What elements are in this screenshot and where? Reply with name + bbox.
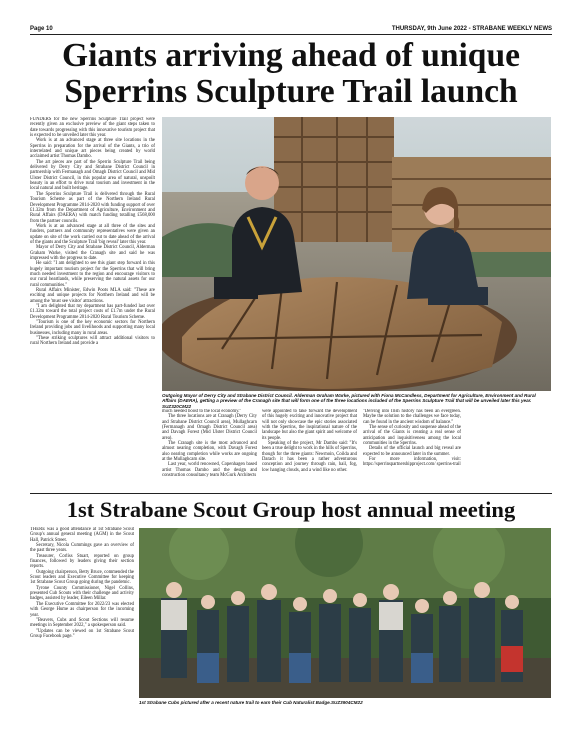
paragraph: Work is at an advanced stage at all three of the sites and funders, partners and community representatives were given an update on site of the work carried out to date ahead of the arrival of the giants and the Sculpture Trail 'big reveal' later this year.	[30, 223, 155, 245]
paragraph: "Tourism is one of the key economic sectors for Northern Ireland providing jobs and livelihoods and supporting many local businesses, including many in rural areas.	[30, 320, 155, 336]
paragraph: "These striking sculptures will attract additional visitors to rural Northern Ireland and provide a	[30, 336, 155, 347]
paragraph: THERE was a good attendance at 1st Strabane Scout Group's annual general meeting (AGM) in the Scout Hall, Patrick Street.	[30, 527, 134, 543]
paragraph: Tyrone County Commissioner, Nigel Collins, presented Cub Scouts with their challenge and activity badges, assisted by leader, Eileen Millar.	[30, 585, 134, 602]
article2-headline: 1st Strabane Scout Group host annual meeting	[66, 497, 516, 522]
article1-headline-line1: Giants arriving ahead of unique	[62, 37, 520, 74]
paragraph: Treasurer, Corliss Stuart, reported on group finances, followed by leaders giving their section reports.	[30, 553, 134, 570]
scouts-group-photo-image	[139, 528, 551, 698]
paragraph: Outgoing chairperson, Betty Bruce, commended the Scout leaders and Executive Committee for keeping 1st Strabane Scout Group going during the pandemic.	[30, 569, 134, 586]
article1-column-2	[162, 409, 257, 491]
paragraph: Speaking of the project, Mr Dambo said: "It's been a true delight to work in the hills of Sperrins, though for the three giants: Newmoin, Coilda and Darach it has been a rather adventurous conception and journey through rain, hail, fog, low hanging clouds, and a wind like no other.	[262, 441, 357, 473]
page-dateline: THURSDAY, 9th June 2022 - STRABANE WEEKLY NEWS	[391, 26, 552, 32]
paragraph: The three locations are at Cranagh (Derry City and Strabane District Council area), Mullaghcarn (Fermanagh and Omagh District Council area) and Davagh Forest (Mid Ulster District Council area).	[162, 414, 257, 441]
paragraph: Rural Affairs Minister, Edwin Poots MLA said: "These are exciting and unique projects for Northern Ireland and will be among the 'must see visitor' attractions.	[30, 288, 155, 304]
scouts-group-photo	[139, 528, 551, 698]
paragraph: FUNDERS for the new Sperrins Sculpture Trail project were recently given an exclusive preview of the giant steps taken to date towards progressing with this innovative tourism project that is expected to be unveiled later this year.	[30, 117, 155, 139]
paragraph: Secretary, Nicola Cummings gave an overview of the past three years.	[30, 543, 134, 554]
paragraph: The Cranagh site is the most advanced and almost nearing completion, with Davagh Forest also nearing completion while works are ongoing at the Mullaghcarn site.	[162, 441, 257, 463]
paragraph: The Executive Committee for 2022/23 was elected with George Hume as chairperson for the incoming year.	[30, 601, 134, 618]
article1-headline-line2: Sperrins Sculpture Trail launch	[64, 73, 518, 110]
paragraph: For more information, visit: https://sperrinspartnershipproject.com/ sperrins-trail	[363, 457, 461, 468]
article1-headline	[30, 38, 552, 110]
paragraph: Last year, world renowned, Copenhagen based artist Thomas Dambo and the design and construction consultancy team McGurk Architects	[162, 462, 257, 479]
paragraph: He said: "I am delighted to see this giant step forward in this hugely important tourism project for the Sperrins that will bring much needed investment to the region and encourage visitors to our rural heartlands, while preserving the natural assets for our rural communities."	[30, 261, 155, 288]
paragraph: much needed boost to the local economy."	[162, 409, 242, 414]
paragraph: Work is at an advanced stage at three site locations in the Sperrins in preparation for the arrival of the Giants, a trio of interrelated and unique art pieces being created by world acclaimed artist Thomas Dambo.	[30, 138, 155, 160]
article2-column	[30, 527, 134, 722]
paragraph: Mayor of Derry City and Strabane District Council, Alderman Graham Warke, visited the Cranagh site and said he was impressed with the progress to date.	[30, 245, 155, 261]
paragraph: were appointed to take forward the development of this hugely exciting and innovative project that will not only showcase the epic stories associated with the Sperrins, the inspirational nature of the landscape but also the giant spirit and welcome of its people.	[262, 409, 357, 441]
sculpture-photo-caption: Outgoing Mayor of Derry City and Strabane District Council. Alderman Graham Warke, pictured with Fiona McCandless, Department for Agriculture, Environment and Rural Affairs (DAERA), getting a preview of the Cranagh site that will form one of the three locations included of the Sperrins Sculpture Trail that will be unveiled later this year. SUZ320CM22	[162, 393, 536, 409]
paragraph: The art pieces are part of the Sperrin Sculpture Trail being delivered by Derry City and Strabane District Council in partnership with Fermanagh and Omagh District Council and Mid Ulster District Council, in this popular area of natural, unspoilt beauty in an effort to drive rural tourism and investment in the local natural and built heritage.	[30, 159, 155, 192]
section-divider	[30, 493, 552, 494]
header-rule	[30, 34, 552, 35]
scouts-photo-caption: 1st Strabane Cubs pictured after a recent nature trail to earn their Cub Naturalist Badge.SUZ3904CM22	[139, 700, 363, 705]
paragraph: "Delving into Irish history has been an evergreen. Maybe the solution to the challenges we face today, can be found in the ancient wisdom of balance."	[363, 409, 461, 425]
paragraph: "I am delighted that my department has part-funded last over £1.32m toward the total project costs of £1.7m under the Rural Development Programme 2014-2020 Rural Tourism Scheme.	[30, 304, 155, 320]
paragraph: "Updates can be viewed on 1st Strabane Scout Group Facebook page."	[30, 628, 134, 639]
article1-column-3	[262, 409, 357, 491]
sculpture-photo-image	[162, 117, 551, 391]
paragraph: Details of the official launch and big reveal are expected to be announced later in the summer.	[363, 446, 461, 457]
sculpture-photo	[162, 117, 551, 391]
article1-column-1	[30, 117, 155, 493]
paragraph: The Sperrins Sculpture Trail is delivered through the Rural Tourism Scheme as part of the Northern Ireland Rural Development Programme 2014-2020 with funding support of over £1.32m from the Department of Agriculture, Environment and Rural Affairs (DAERA) with match funding totalling £568,000 from the partner councils.	[30, 191, 155, 224]
article1-column-4	[363, 409, 461, 491]
paragraph: "Beavers, Cubs and Scout Sections will resume meetings in September 2022," a spokesperson said.	[30, 617, 134, 629]
paragraph: The sense of curiosity and suspense ahead of the arrival of the Giants is creating a real sense of anticipation and inquisitiveness among the local communities in the Sperrins.	[363, 425, 461, 447]
page-number: Page 10	[30, 26, 53, 32]
